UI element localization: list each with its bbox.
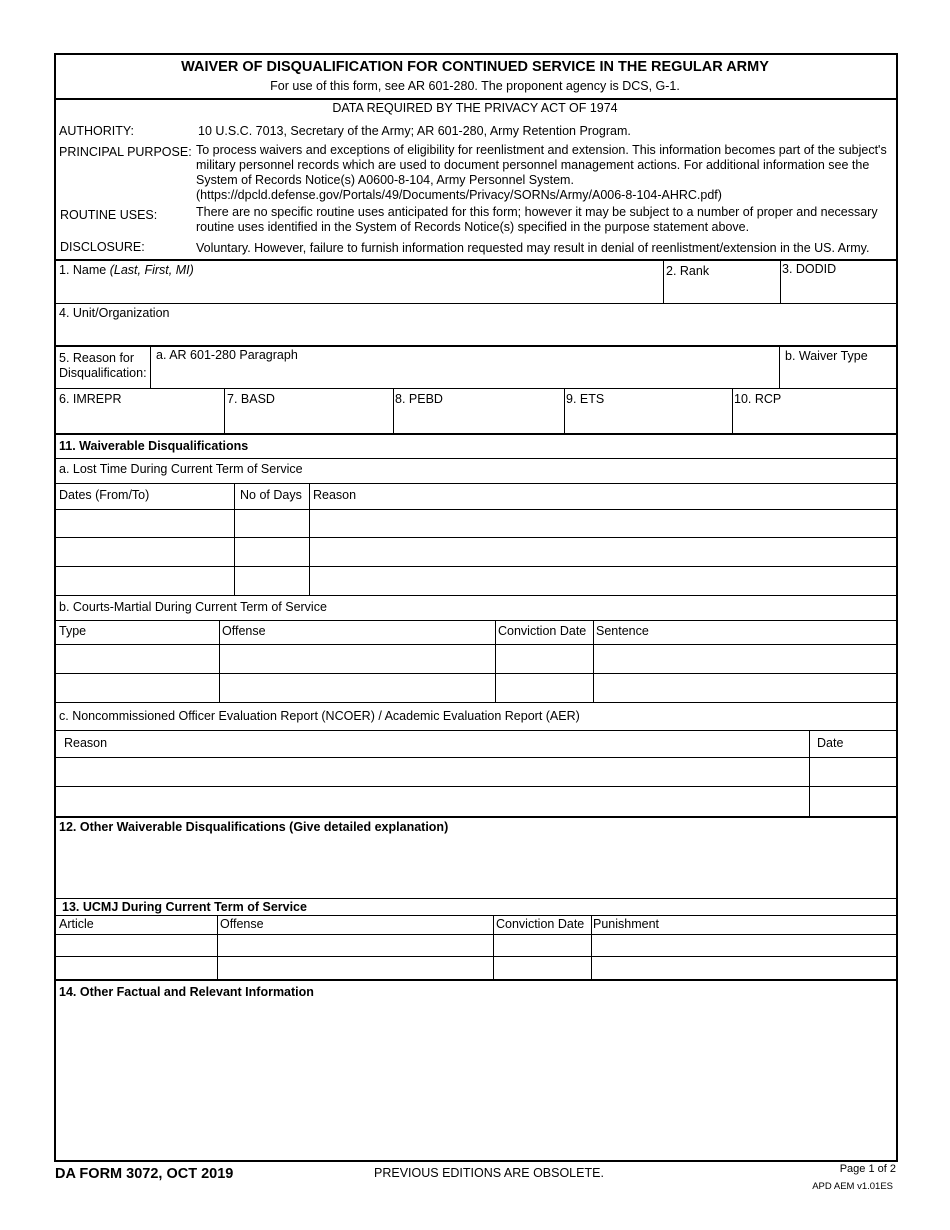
- ucmj-article-input[interactable]: [56, 936, 216, 955]
- divider: [54, 98, 898, 100]
- reason-label: 5. Reason for: [59, 351, 135, 365]
- ncoer-reason-input[interactable]: [56, 788, 808, 815]
- principal-purpose-label: PRINCIPAL PURPOSE:: [59, 145, 192, 159]
- cm-offense-input[interactable]: [221, 646, 494, 672]
- courts-martial-label: b. Courts-Martial During Current Term of Service: [59, 600, 327, 614]
- unit-field[interactable]: [56, 322, 896, 344]
- lost-time-days-input[interactable]: [236, 539, 308, 565]
- col-ucmj-offense: Offense: [220, 917, 264, 931]
- principal-purpose-line: (https://dpcld.defense.gov/Portals/49/Documents/Privacy/SORNs/Army/A006-8-104-AHRC.pdf): [196, 188, 722, 202]
- disclosure-text: Voluntary. However, failure to furnish information requested may result in denial of reenlistment/extension in the US. Army.: [196, 241, 870, 255]
- ncoer-date-input[interactable]: [811, 759, 896, 785]
- cm-offense-input[interactable]: [221, 675, 494, 701]
- basd-label: 7. BASD: [227, 392, 275, 406]
- routine-uses-label: ROUTINE USES:: [60, 208, 158, 222]
- col-dates: Dates (From/To): [59, 488, 150, 502]
- col-article: Article: [59, 917, 94, 931]
- routine-uses-line: There are no specific routine uses anticipated for this form; however it may be subject to a number of proper and necessary: [196, 205, 878, 219]
- col-offense: Offense: [222, 624, 266, 638]
- disclosure-label: DISCLOSURE:: [60, 240, 145, 254]
- cm-sentence-input[interactable]: [595, 646, 896, 672]
- divider: [54, 259, 898, 261]
- dodid-label: 3. DODID: [782, 262, 837, 276]
- lost-time-reason-input[interactable]: [311, 511, 896, 536]
- rcp-field[interactable]: [734, 408, 896, 432]
- ar-paragraph-field[interactable]: [152, 364, 778, 386]
- col-type: Type: [59, 624, 87, 638]
- form-number: DA FORM 3072, OCT 2019: [55, 1166, 234, 1182]
- authority-text: 10 U.S.C. 7013, Secretary of the Army; AR 601-280, Army Retention Program.: [198, 124, 631, 138]
- ets-label: 9. ETS: [566, 392, 605, 406]
- principal-purpose-line: military personnel records which are used to document personnel management actions. For additional information see the: [196, 158, 870, 172]
- lost-time-days-input[interactable]: [236, 511, 308, 536]
- version-label: APD AEM v1.01ES: [812, 1181, 893, 1192]
- ucmj-article-input[interactable]: [56, 958, 216, 978]
- pebd-field[interactable]: [395, 408, 563, 432]
- rank-label: 2. Rank: [666, 264, 710, 278]
- form-title: WAIVER OF DISQUALIFICATION FOR CONTINUED SERVICE IN THE REGULAR ARMY: [181, 59, 769, 75]
- ncoer-date-input[interactable]: [811, 788, 896, 815]
- col-ncoer-date: Date: [817, 736, 844, 750]
- cm-type-input[interactable]: [56, 646, 218, 672]
- col-no-of-days: No of Days: [240, 488, 302, 502]
- ets-field[interactable]: [566, 408, 731, 432]
- other-information-textarea[interactable]: [56, 1003, 896, 1159]
- waiver-type-field[interactable]: [781, 365, 896, 387]
- ucmj-punishment-input[interactable]: [593, 958, 896, 978]
- ncoer-label: c. Noncommissioned Officer Evaluation Report (NCOER) / Academic Evaluation Report (AER): [59, 709, 580, 723]
- col-ucmj-conviction-date: Conviction Date: [496, 917, 585, 931]
- section-11-heading: 11. Waiverable Disqualifications: [59, 439, 249, 453]
- col-reason: Reason: [313, 488, 357, 502]
- lost-time-reason-input[interactable]: [311, 539, 896, 565]
- lost-time-dates-input[interactable]: [56, 511, 233, 536]
- pebd-label: 8. PEBD: [395, 392, 443, 406]
- name-label: 1. Name (Last, First, MI): [59, 263, 194, 277]
- lost-time-label: a. Lost Time During Current Term of Service: [59, 462, 303, 476]
- lost-time-reason-input[interactable]: [311, 568, 896, 594]
- col-punishment: Punishment: [593, 917, 660, 931]
- section-14-heading: 14. Other Factual and Relevant Information: [59, 985, 314, 999]
- section-12-heading: 12. Other Waiverable Disqualifications (Give detailed explanation): [59, 820, 449, 834]
- form-subtitle: For use of this form, see AR 601-280. The proponent agency is DCS, G-1.: [270, 79, 680, 93]
- routine-uses-line: routine uses identified in the System of Records Notice(s) specified in the purpose statement above.: [196, 220, 750, 234]
- imrepr-field[interactable]: [56, 408, 223, 432]
- principal-purpose-line: To process waivers and exceptions of eligibility for reenlistment and extension. This information becomes part of the subject's: [196, 143, 887, 157]
- rank-field[interactable]: [665, 280, 779, 301]
- principal-purpose-line: System of Records Notice(s) A0600-8-104, Army Personnel System.: [196, 173, 574, 187]
- col-sentence: Sentence: [596, 624, 649, 638]
- dodid-field[interactable]: [782, 278, 896, 301]
- page-number: Page 1 of 2: [839, 1163, 896, 1175]
- col-conviction-date: Conviction Date: [498, 624, 587, 638]
- col-ncoer-reason: Reason: [64, 736, 108, 750]
- ucmj-punishment-input[interactable]: [593, 936, 896, 955]
- cm-type-input[interactable]: [56, 675, 218, 701]
- rcp-label: 10. RCP: [734, 392, 782, 406]
- privacy-heading: DATA REQUIRED BY THE PRIVACY ACT OF 1974: [332, 101, 618, 115]
- ucmj-date-input[interactable]: [495, 958, 590, 978]
- ucmj-date-input[interactable]: [495, 936, 590, 955]
- unit-label: 4. Unit/Organization: [59, 306, 170, 320]
- cm-date-input[interactable]: [497, 675, 592, 701]
- authority-label: AUTHORITY:: [59, 124, 135, 138]
- cm-date-input[interactable]: [497, 646, 592, 672]
- lost-time-dates-input[interactable]: [56, 539, 233, 565]
- cm-sentence-input[interactable]: [595, 675, 896, 701]
- ar-paragraph-label: a. AR 601-280 Paragraph: [156, 348, 298, 362]
- ucmj-offense-input[interactable]: [219, 936, 492, 955]
- waiver-type-label: b. Waiver Type: [785, 349, 868, 363]
- imrepr-label: 6. IMREPR: [59, 392, 122, 406]
- ncoer-reason-input[interactable]: [56, 759, 808, 785]
- other-disqualifications-textarea[interactable]: [56, 838, 896, 896]
- name-field[interactable]: [56, 278, 662, 300]
- ucmj-offense-input[interactable]: [219, 958, 492, 978]
- section-13-heading: 13. UCMJ During Current Term of Service: [62, 900, 307, 914]
- lost-time-dates-input[interactable]: [56, 568, 233, 594]
- basd-field[interactable]: [226, 408, 392, 432]
- lost-time-days-input[interactable]: [236, 568, 308, 594]
- reason-label: Disqualification:: [59, 366, 147, 380]
- editions-notice: PREVIOUS EDITIONS ARE OBSOLETE.: [374, 1166, 604, 1180]
